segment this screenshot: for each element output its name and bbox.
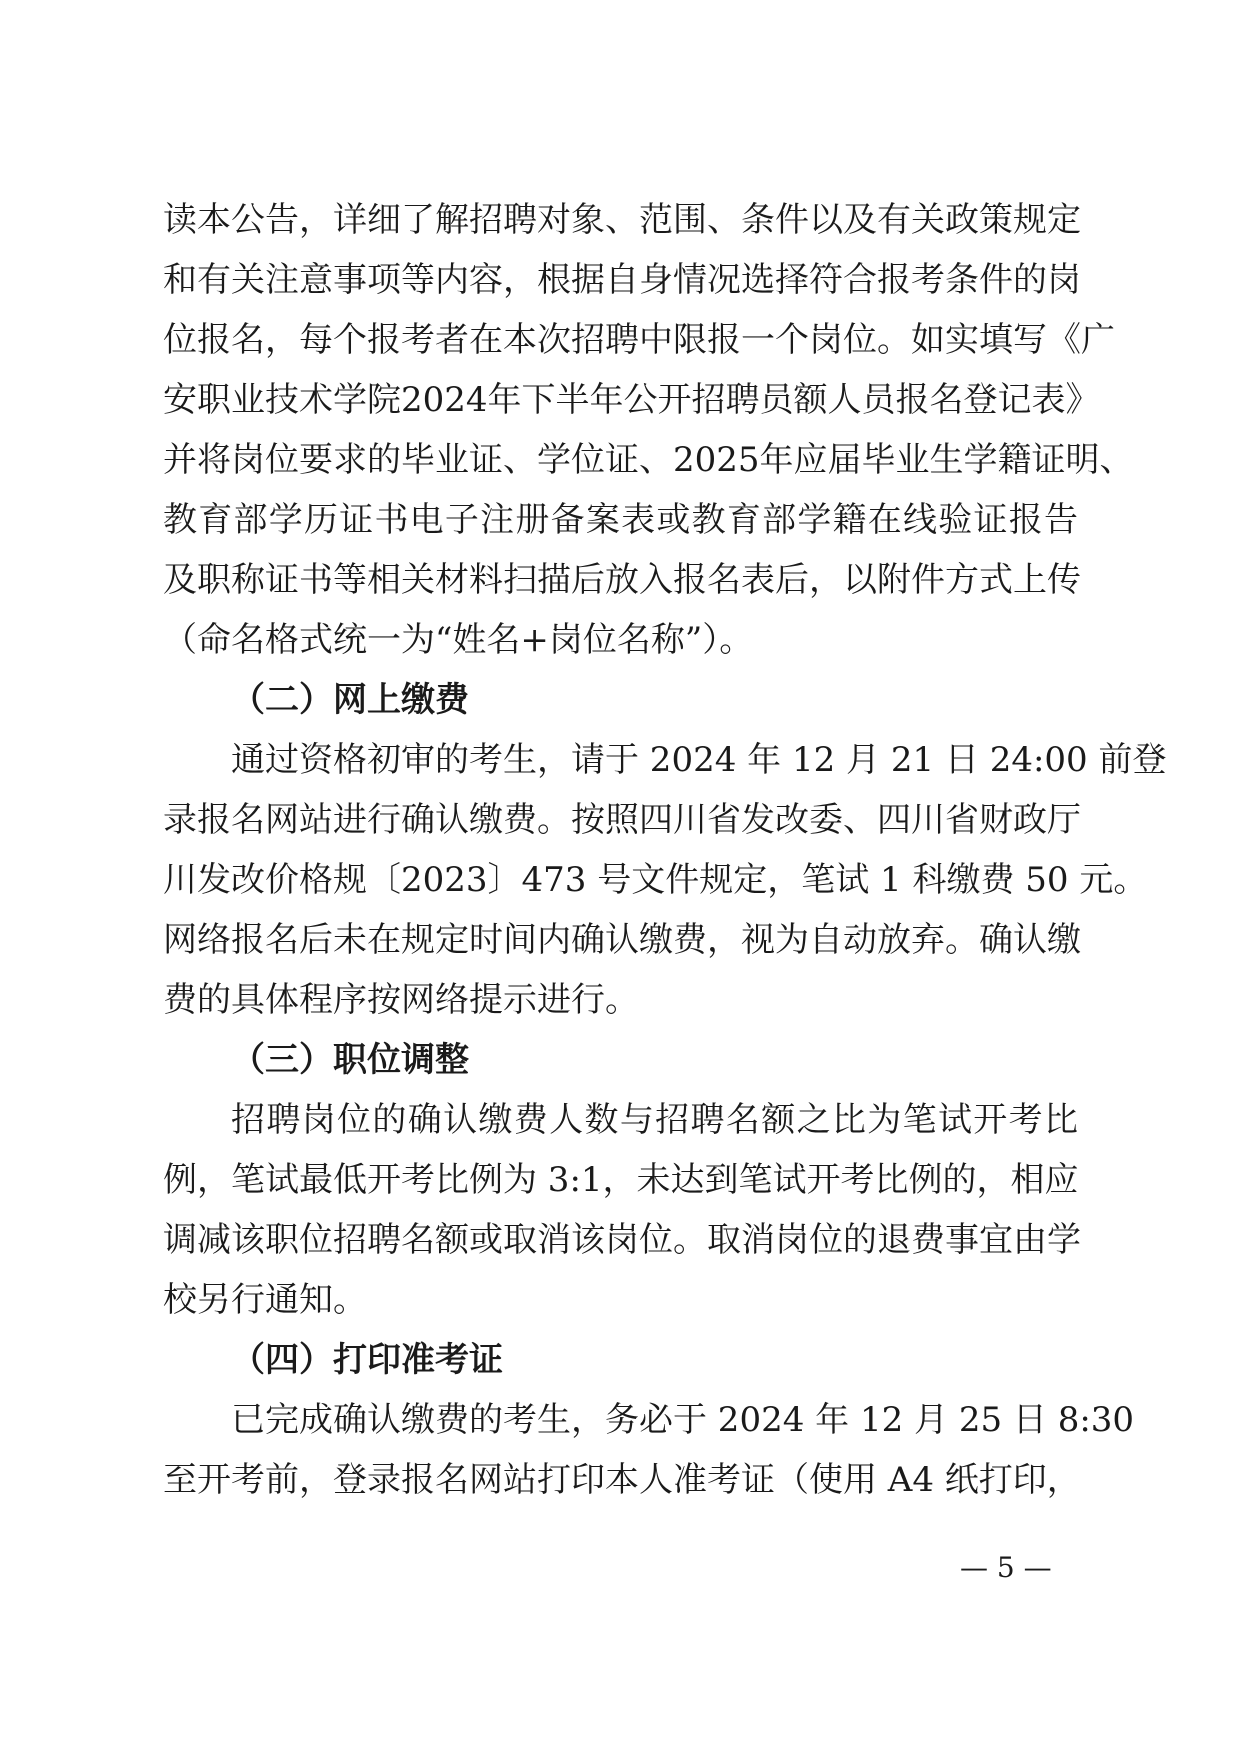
paragraph-line: 费的具体程序按网络提示进行。: [163, 980, 639, 1020]
paragraph-line: 已完成确认缴费的考生，务必于 2024 年 12 月 25 日 8:30: [231, 1400, 1135, 1440]
paragraph-line: 安职业技术学院2024年下半年公开招聘员额人员报名登记表》: [163, 380, 1100, 420]
paragraph-line: 例，笔试最低开考比例为 3:1，未达到笔试开考比例的，相应: [163, 1160, 1079, 1200]
paragraph-line: 和有关注意事项等内容，根据自身情况选择符合报考条件的岗: [163, 260, 1081, 300]
paragraph-line: 读本公告，详细了解招聘对象、范围、条件以及有关政策规定: [163, 200, 1081, 240]
section-heading-print-admission-ticket: （四）打印准考证: [231, 1340, 503, 1380]
paragraph-line: （命名格式统一为“姓名+岗位名称”）。: [163, 620, 754, 660]
paragraph-line: 招聘岗位的确认缴费人数与招聘名额之比为笔试开考比: [231, 1100, 1078, 1140]
paragraph-line: 及职称证书等相关材料扫描后放入报名表后，以附件方式上传: [163, 560, 1081, 600]
paragraph-line: 川发改价格规〔2023〕473 号文件规定，笔试 1 科缴费 50 元。: [163, 860, 1148, 900]
section-heading-online-payment: （二）网上缴费: [231, 680, 469, 720]
paragraph-line: 录报名网站进行确认缴费。按照四川省发改委、四川省财政厅: [163, 800, 1081, 840]
paragraph-line: 网络报名后未在规定时间内确认缴费，视为自动放弃。确认缴: [163, 920, 1081, 960]
section-heading-position-adjustment: （三）职位调整: [231, 1040, 469, 1080]
paragraph-line: 校另行通知。: [163, 1280, 367, 1320]
paragraph-line: 并将岗位要求的毕业证、学位证、2025年应届毕业生学籍证明、: [163, 440, 1134, 480]
paragraph-line: 教育部学历证书电子注册备案表或教育部学籍在线验证报告: [163, 500, 1078, 540]
paragraph-line: 调减该职位招聘名额或取消该岗位。取消岗位的退费事宜由学: [163, 1220, 1081, 1260]
paragraph-line: 位报名，每个报考者在本次招聘中限报一个岗位。如实填写《广: [163, 320, 1115, 360]
paragraph-line: 通过资格初审的考生，请于 2024 年 12 月 21 日 24:00 前登: [231, 740, 1167, 780]
page-number: — 5 —: [960, 1551, 1052, 1584]
paragraph-line: 至开考前，登录报名网站打印本人准考证（使用 A4 纸打印，: [163, 1460, 1081, 1500]
